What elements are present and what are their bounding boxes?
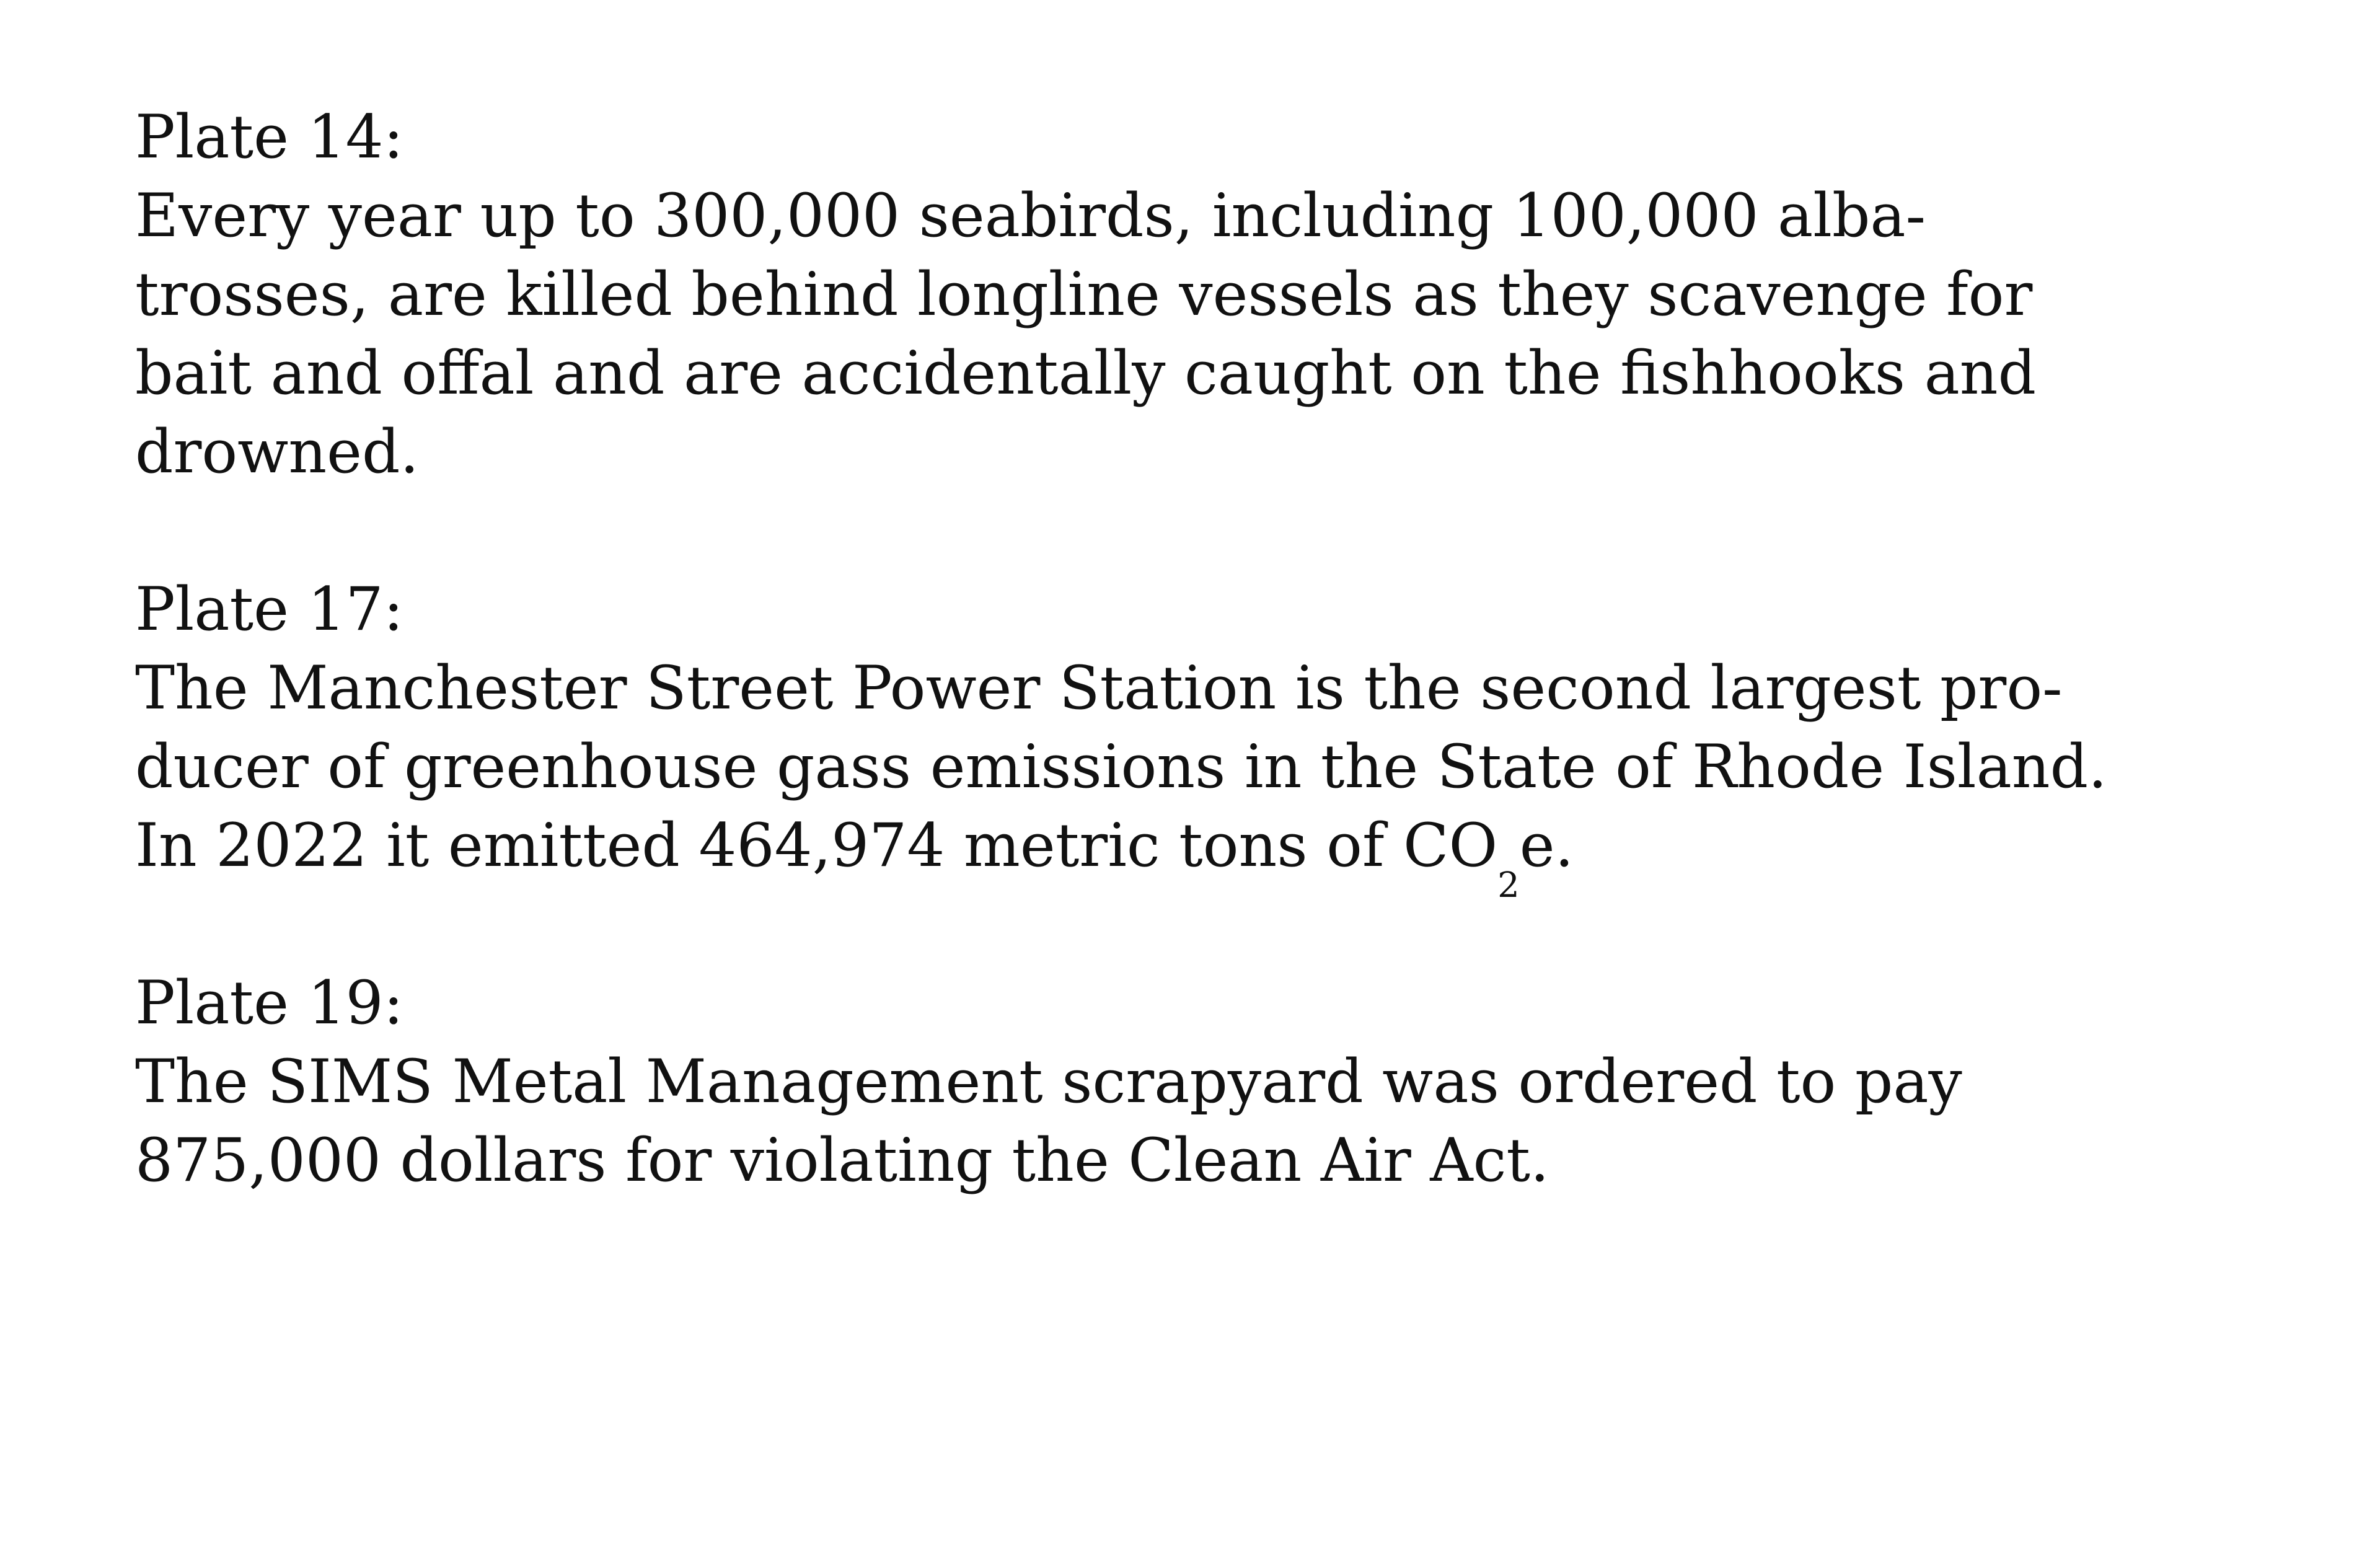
caption-line-co2 bbox=[135, 806, 2218, 906]
caption-line: 875,000 dollars for violating the Clean Air Act. bbox=[135, 1126, 1549, 1195]
caption-line: The SIMS Metal Management scrapyard was ordered to pay bbox=[135, 1047, 1962, 1116]
caption-line: trosses, are killed behind longline vessels as they scavenge for bbox=[135, 260, 2033, 329]
caption-text: e. bbox=[1519, 811, 1574, 880]
plate-heading: Plate 19: bbox=[135, 968, 403, 1038]
plate-14-caption bbox=[135, 98, 2218, 492]
plate-19-caption bbox=[135, 964, 2218, 1200]
caption-line: ducer of greenhouse gass emissions in the State of Rhode Island. bbox=[135, 732, 2107, 801]
subscript-2: 2 bbox=[1497, 865, 1520, 906]
caption-line: The Manchester Street Power Station is the second largest pro- bbox=[135, 653, 2063, 723]
plate-heading: Plate 14: bbox=[135, 102, 403, 172]
caption-line: bait and offal and are accidentally caught on the fishhooks and bbox=[135, 338, 2037, 408]
plate-heading: Plate 17: bbox=[135, 575, 403, 644]
caption-line: drowned. bbox=[135, 417, 419, 487]
caption-line: Every year up to 300,000 seabirds, including 100,000 alba- bbox=[135, 181, 1926, 250]
plate-17-caption bbox=[135, 570, 2218, 906]
plate-captions bbox=[135, 98, 2218, 1279]
caption-text: In 2022 it emitted 464,974 metric tons of CO bbox=[135, 811, 1498, 880]
